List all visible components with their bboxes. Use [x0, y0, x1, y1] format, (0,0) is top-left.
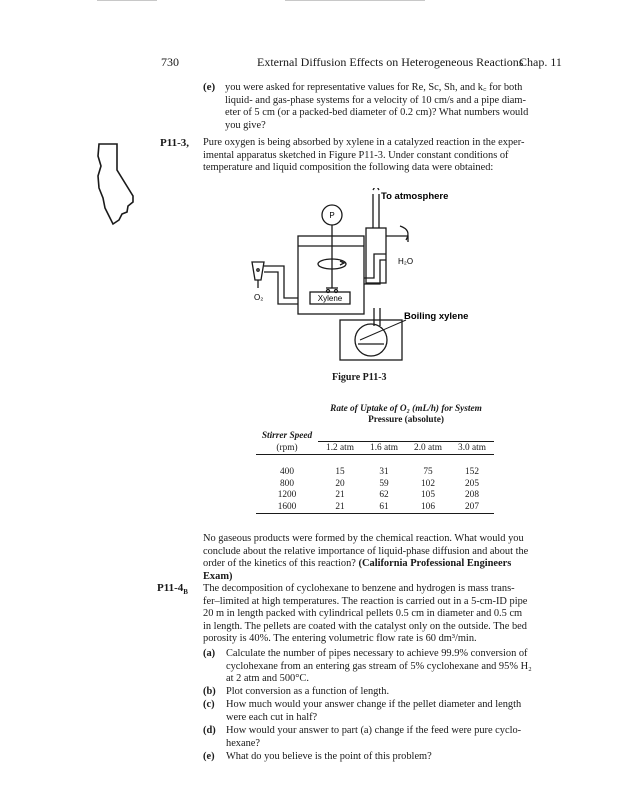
- problem-3-line: imental apparatus sketched in Figure P11-3. Under constant conditions of: [203, 149, 509, 161]
- value-cell: 207: [450, 501, 494, 513]
- speed-cell: 1600: [256, 501, 318, 513]
- problem-4-line: in length. The pellets are coated with the catalyst only on the outside. The bed: [203, 620, 527, 632]
- table-row: [256, 478, 494, 490]
- table-row: [256, 466, 494, 478]
- label-atmosphere: To atmosphere: [381, 191, 449, 202]
- table-row: [256, 490, 494, 502]
- label-xylene: Xylene: [317, 294, 343, 303]
- table-header-line2: Pressure (absolute): [368, 415, 444, 426]
- column-header: 1.6 atm: [370, 443, 398, 454]
- problem-3-line: Pure oxygen is being absorbed by xylene in a catalyzed reaction in the exper-: [203, 137, 525, 148]
- problem-3-line: temperature and liquid composition the following data were obtained:: [203, 162, 494, 174]
- row-header-line2: (rpm): [276, 442, 298, 453]
- source-citation-end: Exam): [203, 570, 233, 582]
- item-key: (d): [203, 725, 216, 736]
- item-line: at 2 atm and 500°C.: [226, 673, 309, 685]
- label-pressure-gauge: P: [329, 211, 335, 220]
- value-cell: 61: [362, 501, 406, 513]
- item-line: How would your answer to part (a) change if the feed were pure cyclo-: [226, 725, 522, 736]
- part-e-line: eter of 5 cm (or a packed-bed diameter of 0.2 cm)? What numbers would: [225, 107, 529, 119]
- item-key: (e): [203, 751, 215, 762]
- value-cell: 106: [406, 501, 450, 513]
- value-cell: 62: [379, 490, 389, 501]
- item-line: hexane?: [226, 737, 261, 749]
- value-cell: 59: [379, 478, 389, 489]
- problem-4-label: [157, 582, 188, 596]
- problem-4-line: 20 m in length packed with cylindrical pellets 0.5 cm in diameter and 0.5 cm: [203, 608, 523, 620]
- item-line: Calculate the number of pipes necessary to achieve 99.9% conversion of: [226, 648, 528, 659]
- item-line: What do you believe is the point of this problem?: [226, 751, 432, 762]
- item-line: cyclohexane from an entering gas stream of 5% cyclohexane and 95% H₂: [226, 660, 532, 672]
- row-header-line1: Stirrer Speed: [261, 430, 313, 441]
- value-cell: 208: [465, 490, 479, 501]
- problem-4-text: [203, 583, 527, 646]
- value-cell: 75: [423, 467, 433, 478]
- item-line: How much would your answer change if the pellet diameter and length: [226, 699, 522, 710]
- apparatus-figure: [240, 188, 500, 370]
- speed-cell: 1200: [277, 490, 297, 501]
- speed-cell: 400: [280, 467, 294, 478]
- item-line: Plot conversion as a function of length.: [226, 686, 390, 697]
- label-water: H₂O: [398, 257, 414, 266]
- column-header: 1.2 atm: [326, 443, 354, 454]
- value-cell: 152: [465, 467, 479, 478]
- conclusion-line: [203, 558, 528, 571]
- conclusion-line-text: order of the kinetics of this reaction?: [203, 558, 356, 570]
- conclusion-text: [203, 533, 528, 583]
- problem-3-number: P11-3: [160, 137, 187, 149]
- problem-3-label: P11-3,: [160, 137, 190, 149]
- problem-4-level: B: [183, 588, 188, 597]
- conclusion-line: conclude about the relative importance of liquid-phase diffusion and about the: [203, 545, 529, 557]
- column-header: 2.0 atm: [414, 443, 442, 454]
- value-cell: 21: [318, 501, 362, 513]
- conclusion-line: No gaseous products were formed by the chemical reaction. What would you: [203, 533, 524, 544]
- value-cell: 102: [421, 478, 435, 489]
- problem-4-item-a: [203, 648, 603, 686]
- value-cell: 21: [335, 490, 345, 501]
- column-header: 3.0 atm: [458, 443, 486, 454]
- part-e-text: [225, 82, 528, 132]
- problem-4-item-e: [203, 751, 603, 764]
- chapter-label: Chap. 11: [519, 55, 562, 69]
- part-e-line: liquid- and gas-phase systems for a velocity of 10 cm/s and a pipe diam-: [225, 94, 526, 106]
- item-key: (c): [203, 699, 215, 710]
- problem-4-line: The decomposition of cyclohexane to benzene and hydrogen is mass trans-: [203, 583, 515, 594]
- source-citation: (California Professional Engineers: [358, 558, 512, 570]
- problem-4-line: porosity is 40%. The entering volumetric flow rate is 60 dm³/min.: [203, 633, 477, 645]
- table-row: [256, 501, 494, 513]
- page-number: 730: [161, 55, 179, 69]
- table-header-line1: Rate of Uptake of O₂ (mL/h) for System: [330, 403, 482, 414]
- part-e-line: you give?: [225, 119, 266, 131]
- problem-4-item-d: [203, 725, 603, 751]
- value-cell: 20: [335, 478, 345, 489]
- item-key: (a): [203, 648, 216, 659]
- value-cell: 105: [421, 490, 435, 501]
- value-cell: 205: [465, 478, 479, 489]
- problem-4-line: fer–limited at high temperatures. The reaction is carried out in a 5-cm-ID pipe: [203, 595, 528, 607]
- value-cell: 31: [379, 467, 389, 478]
- problem-4-number: P11-4: [157, 582, 184, 594]
- california-map-icon: [95, 140, 137, 230]
- scan-rule-right: [285, 0, 425, 1]
- figure-caption: Figure P11-3: [332, 372, 387, 383]
- label-oxygen: O₂: [254, 293, 264, 302]
- part-e-label: (e): [203, 81, 216, 93]
- scan-rule-left: [97, 0, 157, 1]
- problem-4-item-b: [203, 686, 603, 699]
- problem-3-text: [203, 137, 525, 175]
- problem-4-item-c: [203, 699, 603, 725]
- value-cell: 15: [335, 467, 345, 478]
- item-key: (b): [203, 686, 216, 697]
- uptake-table: [256, 403, 494, 514]
- label-boiling-xylene: Boiling xylene: [404, 311, 469, 322]
- running-title: External Diffusion Effects on Heterogeneous Reactions: [257, 55, 524, 69]
- part-e-line: you were asked for representative values for Re, Sc, Sh, and k꜀ for both: [225, 82, 523, 93]
- item-line: were each cut in half?: [226, 711, 318, 723]
- speed-cell: 800: [280, 478, 294, 489]
